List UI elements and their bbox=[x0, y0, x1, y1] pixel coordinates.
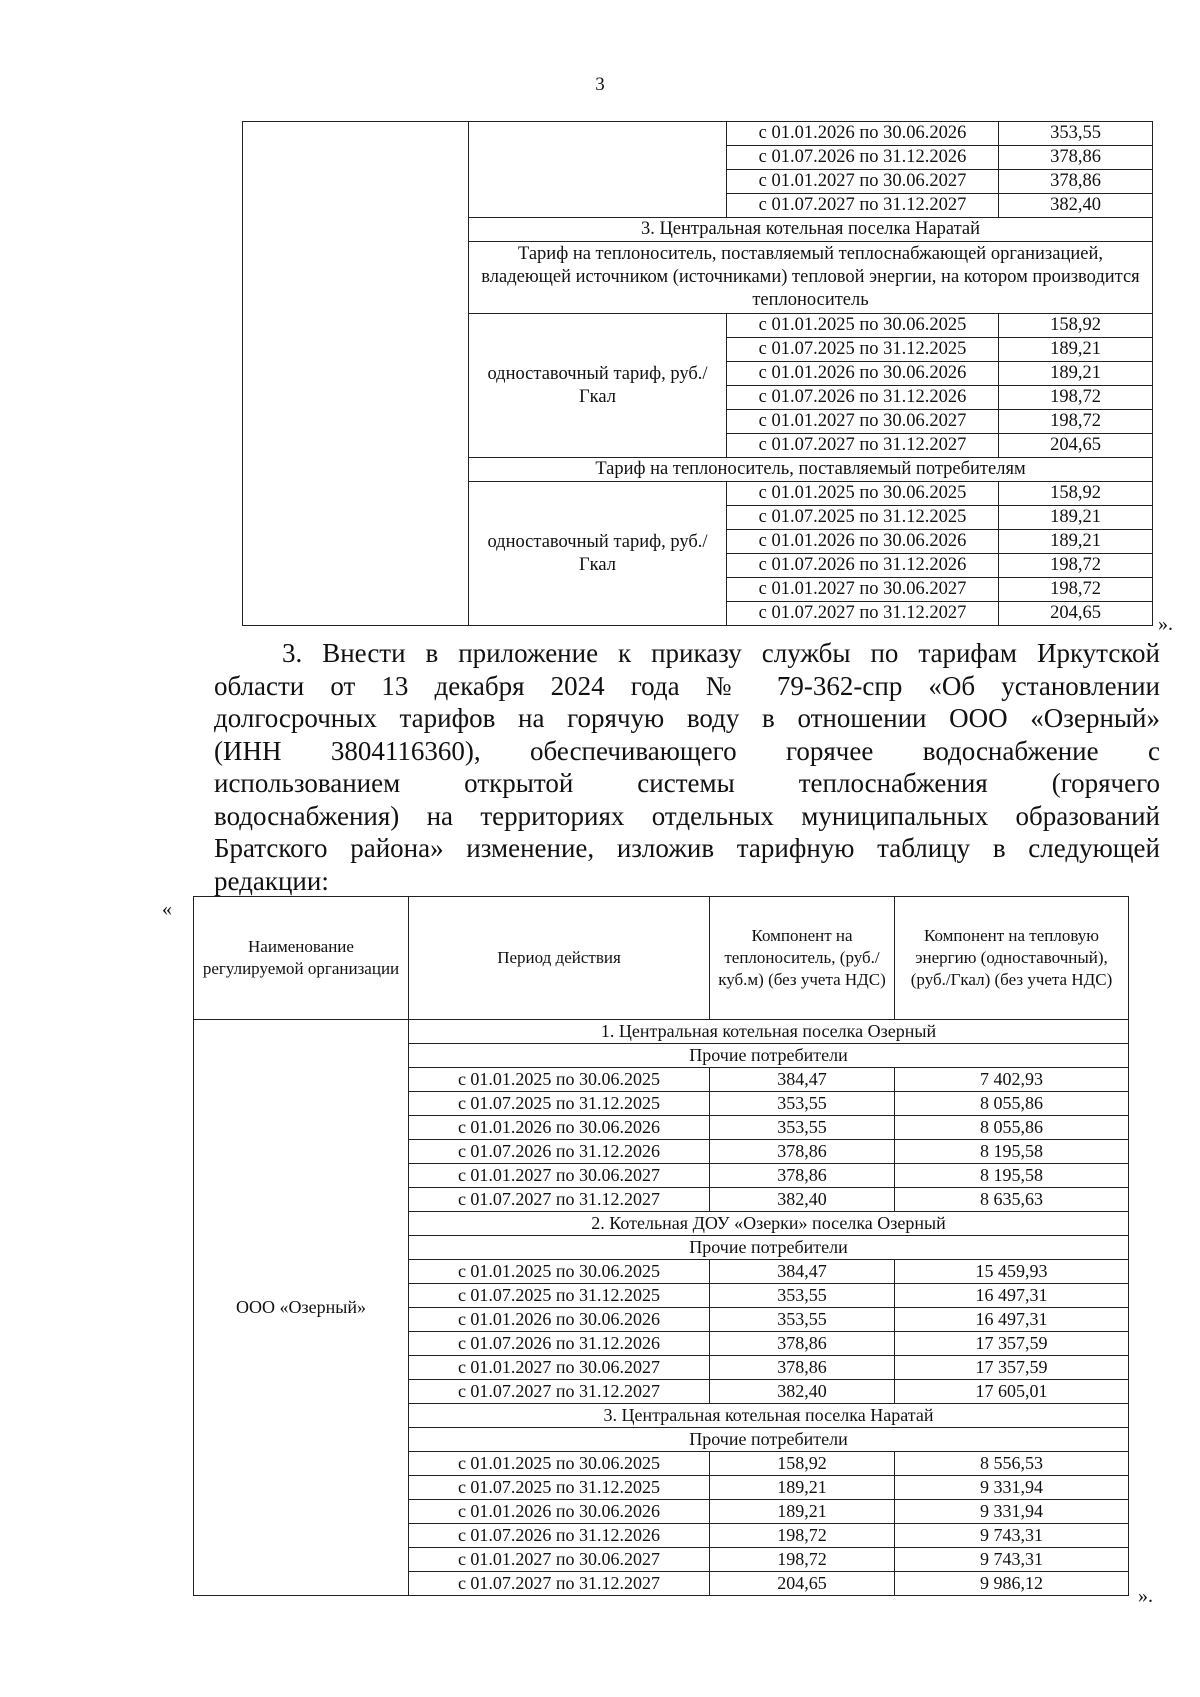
period-cell: с 01.01.2025 по 30.06.2025 bbox=[409, 1452, 710, 1476]
value-cell: 378,86 bbox=[999, 170, 1153, 194]
value-cell: 158,92 bbox=[999, 482, 1153, 506]
energy-cell: 8 195,58 bbox=[895, 1140, 1129, 1164]
opening-quote: « bbox=[162, 898, 172, 920]
org-cell-empty bbox=[243, 122, 469, 626]
carrier-cell: 353,55 bbox=[710, 1092, 895, 1116]
amendment-paragraph bbox=[214, 637, 1160, 897]
carrier-cell: 204,65 bbox=[710, 1572, 895, 1596]
energy-cell: 9 743,31 bbox=[895, 1524, 1129, 1548]
tariff-table-continued bbox=[242, 121, 1153, 626]
period-cell: с 01.01.2027 по 30.06.2027 bbox=[727, 578, 999, 602]
value-cell: 189,21 bbox=[999, 506, 1153, 530]
energy-cell: 16 497,31 bbox=[895, 1284, 1129, 1308]
carrier-cell: 353,55 bbox=[710, 1308, 895, 1332]
period-cell: с 01.01.2027 по 30.06.2027 bbox=[727, 170, 999, 194]
carrier-cell: 384,47 bbox=[710, 1260, 895, 1284]
period-cell: с 01.07.2025 по 31.12.2025 bbox=[409, 1476, 710, 1500]
period-cell: с 01.01.2027 по 30.06.2027 bbox=[409, 1548, 710, 1572]
carrier-cell: 378,86 bbox=[710, 1356, 895, 1380]
energy-cell: 9 743,31 bbox=[895, 1548, 1129, 1572]
tariff-heading-consumers: Тариф на теплоноситель, поставляемый потребителям bbox=[469, 458, 1153, 482]
value-cell: 189,21 bbox=[999, 530, 1153, 554]
value-cell: 353,55 bbox=[999, 122, 1153, 146]
carrier-cell: 382,40 bbox=[710, 1380, 895, 1404]
period-cell: с 01.01.2025 по 30.06.2025 bbox=[727, 314, 999, 338]
energy-cell: 8 195,58 bbox=[895, 1164, 1129, 1188]
carrier-cell: 353,55 bbox=[710, 1284, 895, 1308]
energy-cell: 9 331,94 bbox=[895, 1476, 1129, 1500]
section-title: 2. Котельная ДОУ «Озерки» поселка Озерный bbox=[409, 1212, 1129, 1236]
carrier-cell: 189,21 bbox=[710, 1476, 895, 1500]
period-cell: с 01.01.2025 по 30.06.2025 bbox=[409, 1260, 710, 1284]
period-cell: с 01.07.2027 по 31.12.2027 bbox=[727, 602, 999, 626]
header-row bbox=[194, 897, 1129, 1020]
tariff-type-label: одноставочный тариф, руб./Гкал bbox=[469, 314, 727, 458]
period-cell: с 01.07.2027 по 31.12.2027 bbox=[409, 1572, 710, 1596]
value-cell: 198,72 bbox=[999, 410, 1153, 434]
tariff-type-label: одноставочный тариф, руб./Гкал bbox=[469, 482, 727, 626]
energy-cell: 15 459,93 bbox=[895, 1260, 1129, 1284]
period-cell: с 01.01.2026 по 30.06.2026 bbox=[409, 1116, 710, 1140]
energy-cell: 8 055,86 bbox=[895, 1116, 1129, 1140]
period-cell: с 01.01.2027 по 30.06.2027 bbox=[727, 410, 999, 434]
section-title: 3. Центральная котельная поселка Наратай bbox=[469, 218, 1153, 242]
energy-cell: 17 357,59 bbox=[895, 1356, 1129, 1380]
carrier-cell: 189,21 bbox=[710, 1500, 895, 1524]
period-cell: с 01.01.2027 по 30.06.2027 bbox=[409, 1164, 710, 1188]
carrier-cell: 198,72 bbox=[710, 1524, 895, 1548]
page-number: 3 bbox=[595, 74, 605, 95]
value-cell: 378,86 bbox=[999, 146, 1153, 170]
value-cell: 189,21 bbox=[999, 338, 1153, 362]
period-cell: с 01.07.2025 по 31.12.2025 bbox=[727, 506, 999, 530]
energy-cell: 8 055,86 bbox=[895, 1092, 1129, 1116]
header-period: Период действия bbox=[409, 897, 710, 1020]
value-cell: 189,21 bbox=[999, 362, 1153, 386]
org-name: ООО «Озерный» bbox=[194, 1020, 409, 1596]
tariff-type-cell-empty bbox=[469, 122, 727, 218]
period-cell: с 01.01.2026 по 30.06.2026 bbox=[727, 530, 999, 554]
value-cell: 204,65 bbox=[999, 602, 1153, 626]
section-subtitle: Прочие потребители bbox=[409, 1236, 1129, 1260]
period-cell: с 01.07.2026 по 31.12.2026 bbox=[727, 146, 999, 170]
value-cell: 382,40 bbox=[999, 194, 1153, 218]
period-cell: с 01.07.2027 по 31.12.2027 bbox=[727, 434, 999, 458]
carrier-cell: 158,92 bbox=[710, 1452, 895, 1476]
period-cell: с 01.07.2027 по 31.12.2027 bbox=[409, 1380, 710, 1404]
section-title: 1. Центральная котельная поселка Озерный bbox=[409, 1020, 1129, 1044]
section-subtitle: Прочие потребители bbox=[409, 1044, 1129, 1068]
header-energy: Компонент на тепловую энергию (одноставочный), (руб./Гкал) (без учета НДС) bbox=[895, 897, 1129, 1020]
energy-cell: 16 497,31 bbox=[895, 1308, 1129, 1332]
value-cell: 198,72 bbox=[999, 578, 1153, 602]
period-cell: с 01.01.2025 по 30.06.2025 bbox=[409, 1068, 710, 1092]
period-cell: с 01.07.2026 по 31.12.2026 bbox=[409, 1524, 710, 1548]
period-cell: с 01.01.2027 по 30.06.2027 bbox=[409, 1356, 710, 1380]
period-cell: с 01.07.2026 по 31.12.2026 bbox=[727, 386, 999, 410]
value-cell: 204,65 bbox=[999, 434, 1153, 458]
carrier-cell: 198,72 bbox=[710, 1548, 895, 1572]
period-cell: с 01.07.2025 по 31.12.2025 bbox=[409, 1092, 710, 1116]
period-cell: с 01.01.2026 по 30.06.2026 bbox=[409, 1308, 710, 1332]
paragraph-line: долгосрочных тарифов на горячую воду в отношении ООО «Озерный» bbox=[214, 703, 1160, 733]
period-cell: с 01.07.2027 по 31.12.2027 bbox=[409, 1188, 710, 1212]
table-row bbox=[243, 122, 1153, 146]
tariff-heading-org: Тариф на теплоноситель, поставляемый теплоснабжающей организацией, владеющей источником (источниками) тепловой энергии, на котором производится теплоноситель bbox=[469, 242, 1153, 314]
period-cell: с 01.07.2026 по 31.12.2026 bbox=[409, 1140, 710, 1164]
period-cell: с 01.01.2026 по 30.06.2026 bbox=[409, 1500, 710, 1524]
energy-cell: 8 556,53 bbox=[895, 1452, 1129, 1476]
header-org: Наименование регулируемой организации bbox=[194, 897, 409, 1020]
carrier-cell: 378,86 bbox=[710, 1164, 895, 1188]
carrier-cell: 378,86 bbox=[710, 1332, 895, 1356]
paragraph-line: водоснабжения) на территориях отдельных муниципальных образований bbox=[214, 800, 1160, 831]
closing-quote-1: ». bbox=[1158, 613, 1173, 635]
period-cell: с 01.01.2026 по 30.06.2026 bbox=[727, 122, 999, 146]
period-cell: с 01.07.2026 по 31.12.2026 bbox=[727, 554, 999, 578]
section-title: 3. Центральная котельная поселка Наратай bbox=[409, 1404, 1129, 1428]
value-cell: 198,72 bbox=[999, 554, 1153, 578]
section-subtitle: Прочие потребители bbox=[409, 1428, 1129, 1452]
period-cell: с 01.07.2027 по 31.12.2027 bbox=[727, 194, 999, 218]
energy-cell: 9 986,12 bbox=[895, 1572, 1129, 1596]
paragraph-line: (ИНН 3804116360), обеспечивающего горячее водоснабжение с bbox=[214, 735, 1160, 766]
period-cell: с 01.01.2026 по 30.06.2026 bbox=[727, 362, 999, 386]
energy-cell: 17 605,01 bbox=[895, 1380, 1129, 1404]
period-cell: с 01.07.2026 по 31.12.2026 bbox=[409, 1332, 710, 1356]
paragraph-line: области от 13 декабря 2024 года № 79-362-спр «Об установлении bbox=[214, 670, 1160, 701]
period-cell: с 01.07.2025 по 31.12.2025 bbox=[409, 1284, 710, 1308]
paragraph-line: 3. Внести в приложение к приказу службы по тарифам Иркутской bbox=[282, 638, 1160, 668]
carrier-cell: 382,40 bbox=[710, 1188, 895, 1212]
energy-cell: 9 331,94 bbox=[895, 1500, 1129, 1524]
closing-quote-2: ». bbox=[1138, 1585, 1153, 1607]
energy-cell: 8 635,63 bbox=[895, 1188, 1129, 1212]
carrier-cell: 384,47 bbox=[710, 1068, 895, 1092]
period-cell: с 01.01.2025 по 30.06.2025 bbox=[727, 482, 999, 506]
energy-cell: 7 402,93 bbox=[895, 1068, 1129, 1092]
period-cell: с 01.07.2025 по 31.12.2025 bbox=[727, 338, 999, 362]
header-carrier: Компонент на теплоноситель, (руб./куб.м) (без учета НДС) bbox=[710, 897, 895, 1020]
section-row bbox=[194, 1020, 1129, 1044]
energy-cell: 17 357,59 bbox=[895, 1332, 1129, 1356]
paragraph-line: использованием открытой системы теплоснабжения (горячего bbox=[214, 768, 1160, 798]
tariff-table-new bbox=[193, 896, 1129, 1596]
carrier-cell: 378,86 bbox=[710, 1140, 895, 1164]
paragraph-line: редакции: bbox=[214, 865, 329, 896]
value-cell: 198,72 bbox=[999, 386, 1153, 410]
carrier-cell: 353,55 bbox=[710, 1116, 895, 1140]
value-cell: 158,92 bbox=[999, 314, 1153, 338]
paragraph-line: Братского района» изменение, изложив тарифную таблицу в следующей bbox=[214, 833, 1160, 863]
